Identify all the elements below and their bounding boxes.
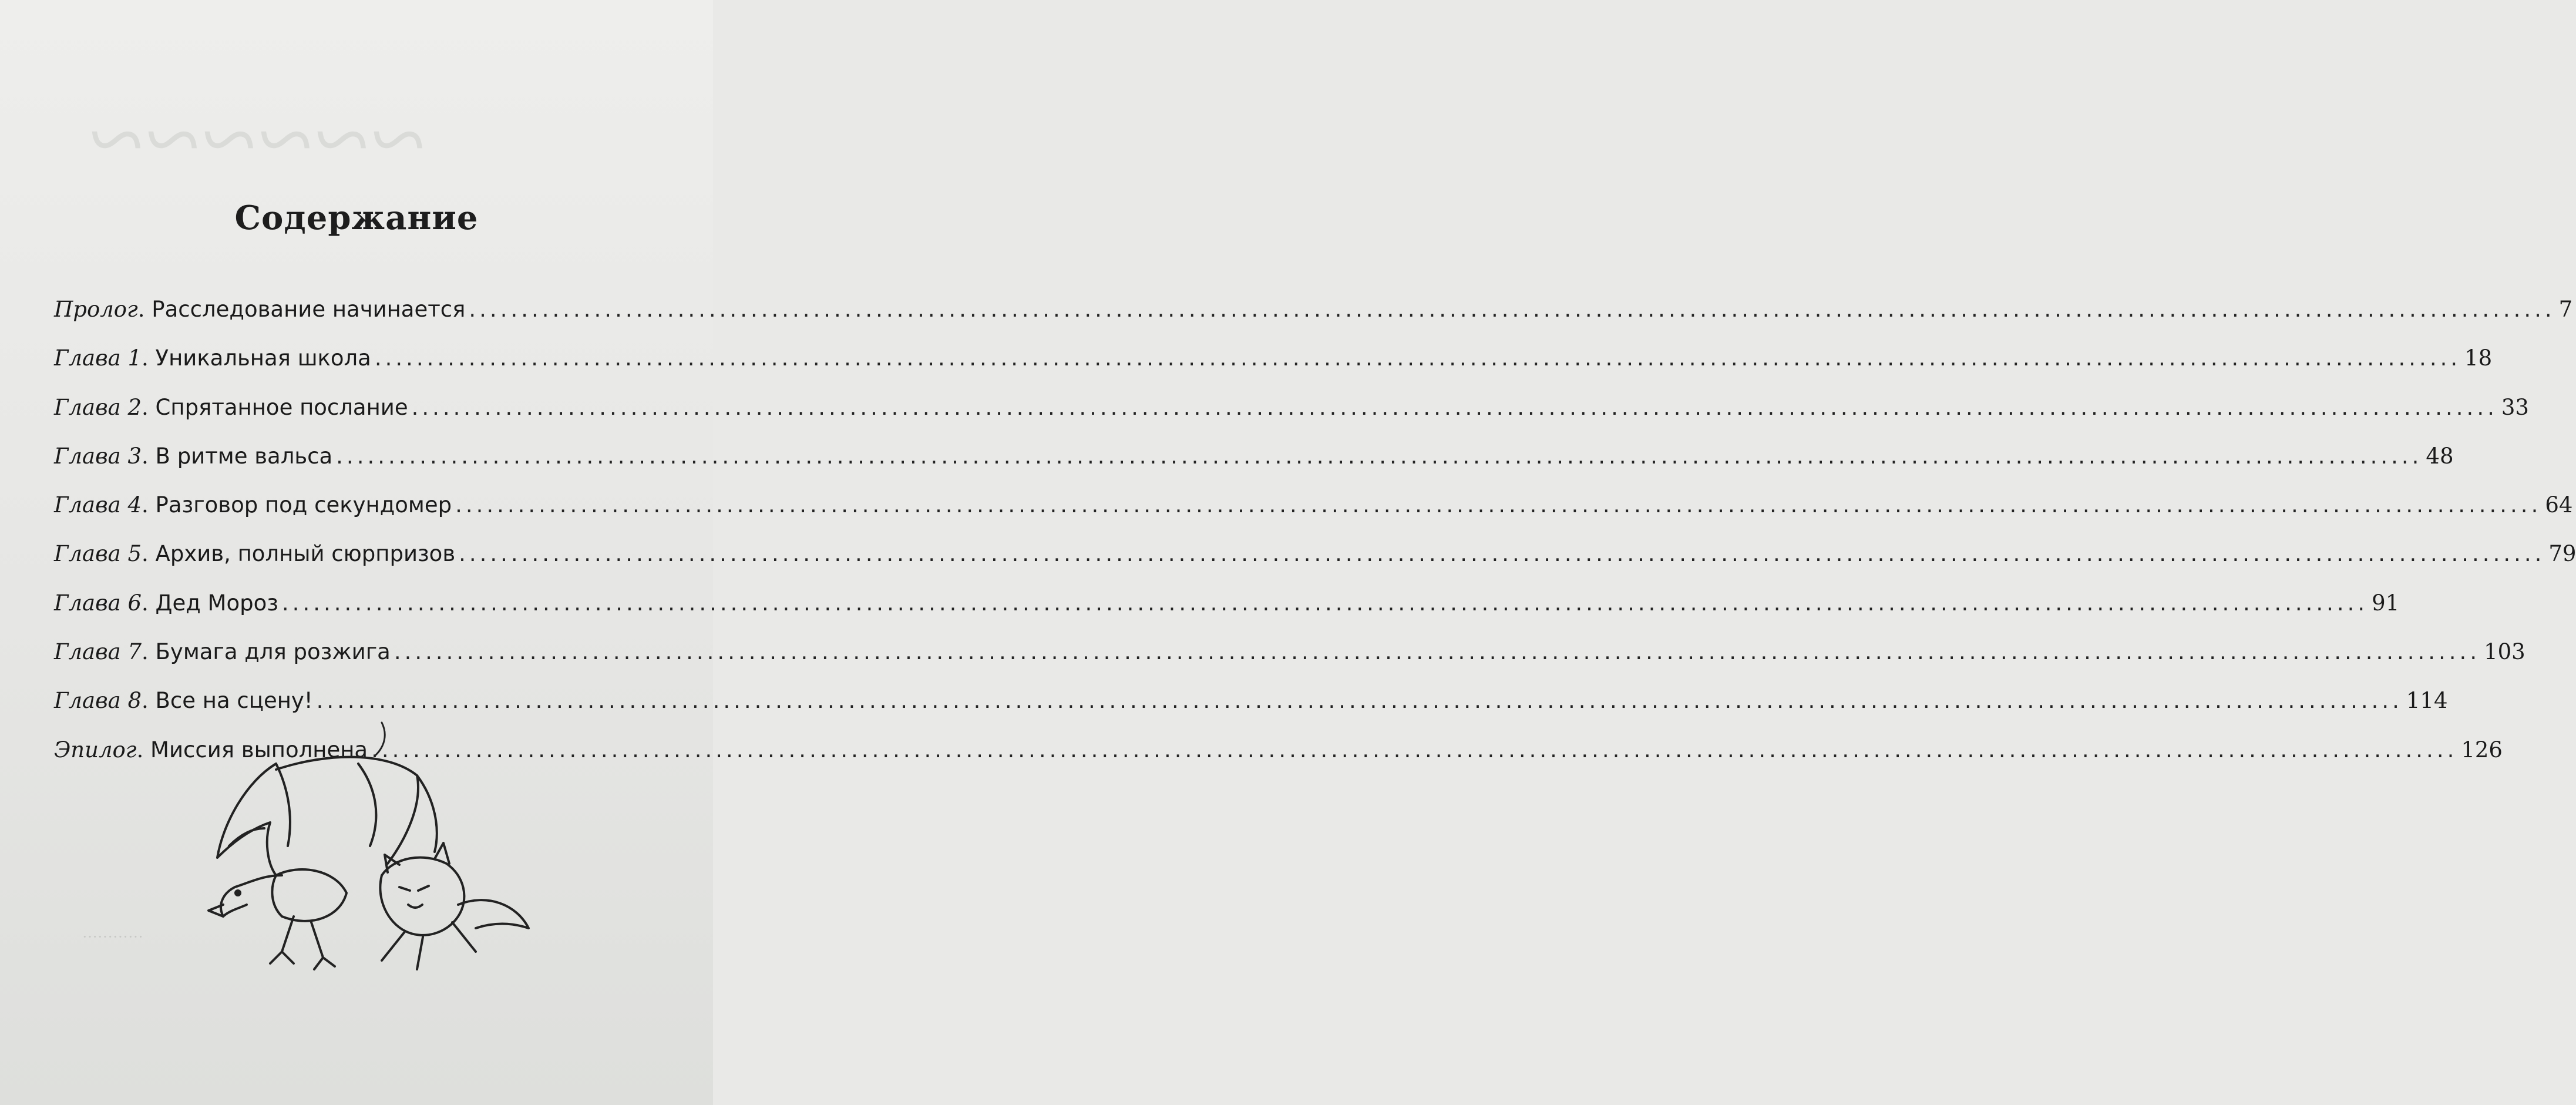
toc-page-number: 114 <box>2406 688 2448 714</box>
toc-chapter-title: Спрятанное послание <box>155 394 408 420</box>
toc-row[interactable] <box>54 345 2493 394</box>
toc-page-number: 33 <box>2501 394 2529 420</box>
toc-page-number: 64 <box>2545 492 2573 518</box>
toc-chapter-label: Глава 7 <box>54 639 142 665</box>
toc-page-number: 91 <box>2372 590 2400 616</box>
toc-separator: . <box>136 737 151 763</box>
toc-row[interactable] <box>54 394 2529 444</box>
toc-page-number: 126 <box>2461 737 2503 763</box>
bleed-through-decoration: ~~~~~~ <box>88 84 426 194</box>
toc-chapter-label: Глава 4 <box>54 492 142 518</box>
toc-separator: . <box>142 639 156 665</box>
toc-separator: . <box>142 590 156 616</box>
toc-separator: . <box>142 345 156 371</box>
toc-chapter-title: Бумага для розжига <box>155 639 391 665</box>
toc-dot-leader: ........................................................................................................................................................................................................ <box>459 541 2545 567</box>
toc-dot-leader: ........................................................................................................................................................................................................ <box>336 443 2423 469</box>
toc-separator: . <box>142 492 156 518</box>
toc-dot-leader: ........................................................................................................................................................................................................ <box>316 688 2403 714</box>
page-title: Содержание <box>234 198 479 237</box>
toc-dot-leader: ........................................................................................................................................................................................................ <box>455 492 2542 518</box>
toc-chapter-title: Расследование начинается <box>152 297 466 322</box>
toc-chapter-label: Эпилог <box>54 737 137 763</box>
toc-chapter-label: Глава 5 <box>54 541 142 567</box>
toc-row[interactable] <box>54 297 2573 345</box>
toc-separator: . <box>142 688 156 714</box>
toc-dot-leader: ........................................................................................................................................................................................................ <box>371 737 2458 763</box>
toc-page-number: 18 <box>2464 345 2493 371</box>
toc-separator: . <box>137 297 152 322</box>
toc-row[interactable] <box>54 443 2454 492</box>
toc-chapter-title: Все на сцену! <box>155 688 313 714</box>
goose-and-cat-illustration-icon <box>211 728 540 987</box>
toc-separator: . <box>142 541 156 567</box>
toc-row[interactable] <box>54 492 2573 541</box>
toc-chapter-title: Уникальная школа <box>155 345 371 371</box>
toc-chapter-title: Архив, полный сюрпризов <box>155 541 456 567</box>
toc-chapter-label: Глава 6 <box>54 590 142 616</box>
toc-dot-leader: ........................................................................................................................................................................................................ <box>374 345 2461 371</box>
toc-separator: . <box>142 394 156 420</box>
toc-row[interactable] <box>54 590 2400 639</box>
toc-separator: . <box>142 443 156 469</box>
toc-chapter-label: Глава 1 <box>54 345 142 371</box>
toc-chapter-title: Дед Мороз <box>155 590 278 616</box>
toc-chapter-title: Миссия выполнена <box>150 737 368 763</box>
toc-dot-leader: ........................................................................................................................................................................................................ <box>394 639 2481 665</box>
toc-page-number: 48 <box>2426 443 2454 469</box>
table-of-contents <box>54 297 2576 786</box>
toc-chapter-label: Глава 8 <box>54 688 142 714</box>
toc-chapter-label: Глава 3 <box>54 443 142 469</box>
toc-dot-leader: ........................................................................................................................................................................................................ <box>281 590 2369 616</box>
toc-chapter-title: В ритме вальса <box>155 443 333 469</box>
toc-page-number: 79 <box>2548 541 2576 567</box>
toc-chapter-label: Глава 2 <box>54 394 142 420</box>
bleed-through-decoration: ············ <box>82 928 143 945</box>
toc-row[interactable] <box>54 541 2576 590</box>
toc-chapter-label: Пролог <box>54 297 138 322</box>
toc-page-number: 103 <box>2484 639 2525 665</box>
toc-dot-leader: ........................................................................................................................................................................................................ <box>469 297 2555 322</box>
toc-dot-leader: ........................................................................................................................................................................................................ <box>411 394 2498 420</box>
toc-chapter-title: Разговор под секундомер <box>155 492 452 518</box>
toc-row[interactable] <box>54 639 2525 688</box>
toc-page-number: 7 <box>2558 297 2573 322</box>
